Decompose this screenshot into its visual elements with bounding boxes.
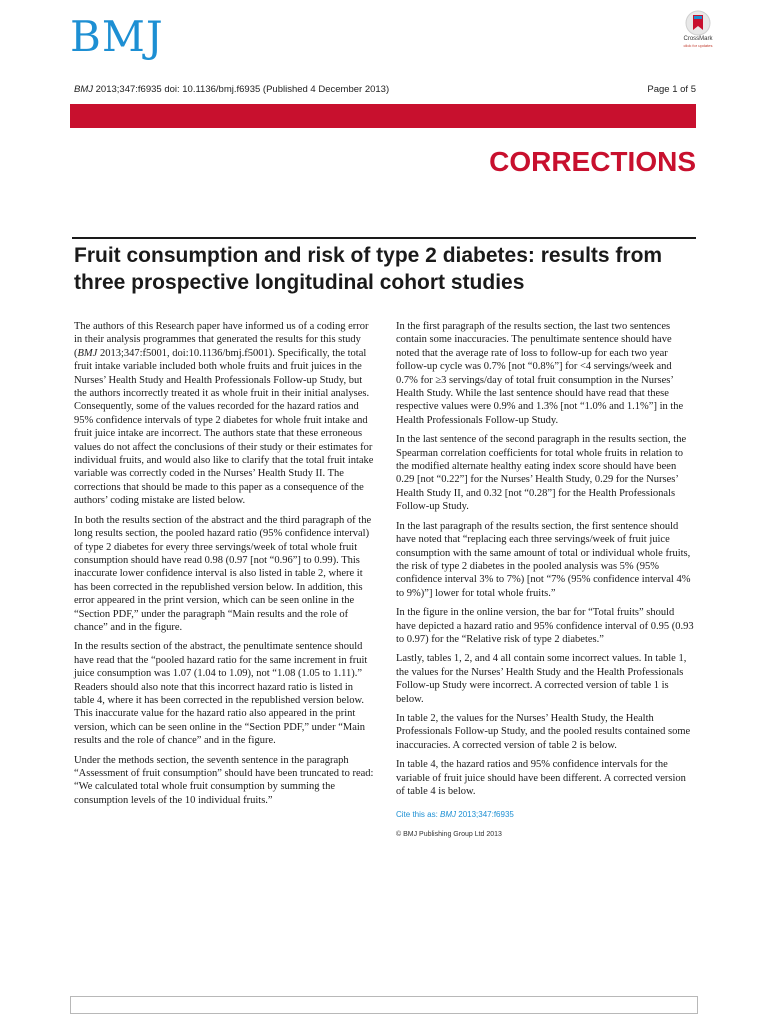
cite-reference: 2013;347:f6935 bbox=[456, 810, 514, 820]
page-number: Page 1 of 5 bbox=[647, 84, 696, 95]
paragraph: In the figure in the online version, the bar for “Total fruits” should have depicted a hazard ratio and 95% confidence interval of 0.95 (0.93 to 0.97) for the “Relative risk of type 2 diabetes.” bbox=[396, 607, 694, 645]
title-rule bbox=[72, 237, 696, 239]
citation-line bbox=[74, 84, 696, 95]
paragraph: Under the methods section, the seventh sentence in the paragraph “Assessment of fruit consumption” should have been truncated to read: “We calculated total whole fruit consumption by summing the consumption levels of the 10 individual fruits.” bbox=[74, 754, 374, 806]
crossmark-badge[interactable] bbox=[680, 10, 716, 48]
bmj-logo: BMJ bbox=[70, 12, 164, 61]
cite-journal: BMJ bbox=[440, 810, 457, 820]
paragraph-text: The authors of this Research paper have informed us of a coding error in their analysis programmes that generated the results for this study ( bbox=[74, 321, 369, 359]
paragraph: In the results section of the abstract, the penultimate sentence should have read that the “pooled hazard ratio for the same increment in fruit juice consumption was 1.07 (1.04 to 1.09), not “1.08 (1.05 to 1.11).” Readers should also note that this incorrect hazard ratio is listed in table 4, where it has been corrected in the republished version below. This inaccurate value for the hazard ratio also appeared in the print version, which can be seen online in the “Section PDF,” under “Main results and the role of chance” and in the figure. bbox=[74, 641, 368, 747]
crossmark-sublabel: click for updates bbox=[683, 43, 713, 48]
citation-journal: BMJ bbox=[74, 84, 93, 95]
crossmark-label: CrossMark bbox=[683, 36, 713, 42]
right-column bbox=[396, 320, 696, 841]
paragraph: Lastly, tables 1, 2, and 4 all contain some incorrect values. In table 1, the values for the Nurses’ Health Study and the Health Professionals Follow-up Study were incorrect. A corrected version of table 1 is below. bbox=[396, 653, 687, 705]
paragraph: In the last sentence of the second paragraph in the results section, the Spearman correlation coefficients for total whole fruits in relation to the modified alternate healthy eating index score should have been 0.29 [not “0.22”] for the Nurses’ Health Study, 0.29 for the Nurses’ Health Study II, and 0.32 [not “0.28”] for the Health Professionals Follow-up Study. bbox=[396, 434, 687, 513]
cite-this-as[interactable] bbox=[396, 808, 696, 821]
article-title: Fruit consumption and risk of type 2 diabetes: results from three prospective longitudinal cohort studies bbox=[74, 244, 663, 294]
citation-details: 2013;347:f6935 doi: 10.1136/bmj.f6935 (Published 4 December 2013) bbox=[93, 84, 390, 95]
left-column bbox=[74, 320, 374, 813]
crossmark-icon bbox=[685, 10, 711, 36]
journal-name: BMJ bbox=[77, 347, 98, 359]
paragraph: In the last paragraph of the results section, the first sentence should have noted that “replacing each three servings/week of fruit juice consumption with the same amount of total or individual whole fruits, the risk of type 2 diabetes in the pooled analysis was 5% (95% confidence interval 3% to 7%) [not “7% (95% confidence interval 4% to 9%)”] lower for total whole fruits.” bbox=[396, 520, 691, 599]
paragraph-text: 2013;347:f5001, doi:10.1136/bmj.f5001). Specifically, the total fruit intake variable included both whole fruits and fruit juices in the Nurses’ Health Study and Health Professionals Follow-up Study, but the authors incorrectly treated it as whole fruit in their initial analyses. Consequently, some of the values recorded for the hazard ratios and 95% confidence intervals of type 2 diabetes for whole fruit intake and fruit juice intake are incorrect. The authors state that these erroneous values do not affect the conclusions of their study or their estimates for individual fruits, and would also like to clarify that the total fruit intake variable was correctly coded in the Nurses’ Health Study II. The corrections that should be made to this paper as a consequence of the authors’ coding mistake are listed below. bbox=[74, 347, 374, 507]
cite-prefix: Cite this as: bbox=[396, 810, 441, 820]
paragraph: In the first paragraph of the results section, the last two sentences contain some inaccuracies. The penultimate sentence should have noted that the average rate of loss to follow-up for each two year follow-up cycle was 0.7% [not “0.8%”] for <4 servings/week and 0.7% for ≥3 servings/day of total fruit consumption in the Nurses’ Health Study. While the last sentence should have read that these respective values were 0.9% and 1.3% [not “1.0% and 1.1%”] in the Health Professionals Follow-up Study. bbox=[396, 321, 684, 426]
copyright-notice: © BMJ Publishing Group Ltd 2013 bbox=[396, 830, 502, 838]
footer-box bbox=[70, 996, 698, 1014]
paragraph: In table 2, the values for the Nurses’ Health Study, the Health Professionals Follow-up Study, and the pooled results contained some inaccuracies. A corrected version of table 2 is below. bbox=[396, 712, 691, 751]
section-heading: CORRECTIONS bbox=[489, 146, 696, 177]
paragraph: In table 4, the hazard ratios and 95% confidence intervals for the variable of fruit juice should have been different. A corrected version of table 4 is below. bbox=[396, 759, 686, 797]
header-red-bar bbox=[70, 104, 696, 128]
paragraph: In both the results section of the abstract and the third paragraph of the long results section, the pooled hazard ratio (95% confidence interval) of type 2 diabetes for every three servings/week of total whole fruit consumption should have read 0.98 (0.97 [not “0.96”] to 0.99). This inaccurate lower confidence interval is also listed in table 2, where it has been corrected in the republished version below. In addition, this error appeared in the print version, which can be seen online in the “Section PDF,” under the paragraph “Main results and the role of chance” and in the figure. bbox=[74, 514, 372, 633]
paragraph bbox=[74, 320, 374, 508]
